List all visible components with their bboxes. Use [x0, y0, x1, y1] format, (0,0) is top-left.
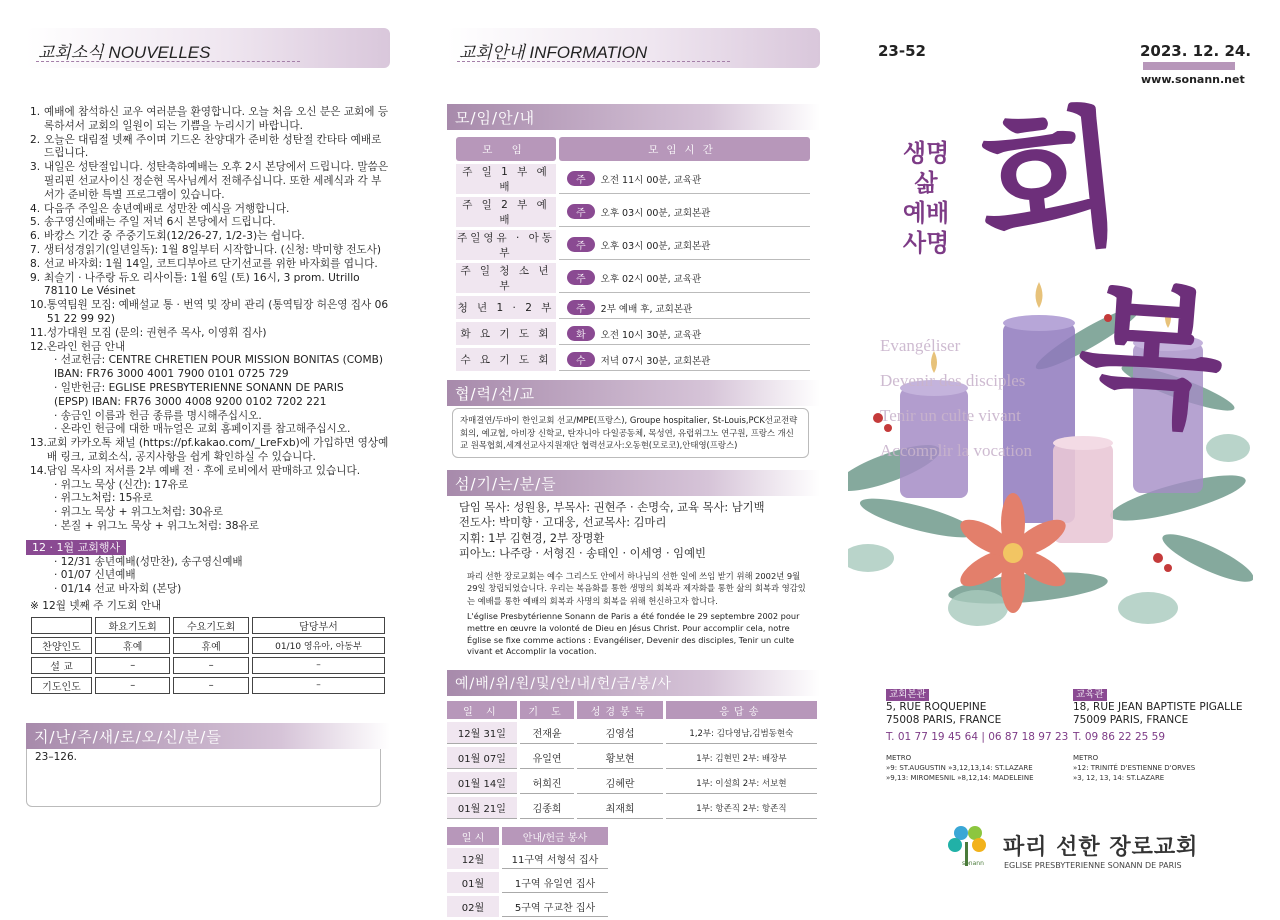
- news-item: [30, 258, 390, 272]
- meeting-time-cell: [559, 296, 810, 319]
- meeting-day-badge: 수: [567, 352, 595, 367]
- prayer-table-cell: 01/10 영유아, 아동부: [252, 637, 385, 654]
- table-row: [31, 657, 385, 674]
- service-col-header: 응답송: [666, 701, 817, 719]
- prayer-table-header: 담당부서: [252, 617, 385, 634]
- meeting-name: 수 요 기 도 회: [456, 348, 556, 371]
- news-item-text: 예배에 참석하신 교우 여러분을 환영합니다. 오늘 처음 오신 분은 교회에 등록하셔서 교회의 일원이 되는 기쁨을 누리시기 바랍니다.: [44, 106, 389, 132]
- news-item: [30, 327, 390, 341]
- service-cell: 1부: 김현민 2부: 배장부: [666, 747, 817, 769]
- meeting-day-badge: 주: [567, 300, 595, 315]
- mission-box: 자매결연/두바이 한인교회 선교/MPE(프랑스), Groupe hospitalier, St-Louis,PCK선교전략회의, 예교협, 아비장 신학교, 탄자니아 다일공동체, 목성연, 유럽위그노 연구원, 프랑스 개신교 원목협회,세계선교사지원재단 협력선교사:오동현(모로코),안태영(프랑스): [452, 408, 809, 458]
- news-item-number: 9.: [30, 271, 41, 284]
- event-line: · 01/07 신년예배: [54, 569, 136, 582]
- news-item: [30, 341, 390, 355]
- service-cell: 황보현: [577, 747, 662, 769]
- news-item: [30, 230, 390, 244]
- table-row: [456, 296, 810, 319]
- prayer-table-header: [31, 617, 92, 634]
- mission-header: 협/력/선/교: [447, 380, 820, 406]
- news-item: [30, 161, 390, 202]
- offering-line: (EPSP) IBAN: FR76 3000 4008 9200 0102 7202 221: [54, 395, 327, 408]
- table-row: [447, 872, 608, 893]
- issue-number: 23-52: [878, 42, 926, 60]
- intro-korean: 파리 선한 장로교회는 예수 그리스도 안에서 하나님의 선한 일에 쓰임 받기 위해 2002년 9월 29일 창립되었습니다. 우리는 복음화를 통한 생명의 회복과 제자화를 통한 삶의 회복과 영감있는 예배를 통한 예배의 회복과 사명의 회복을 위해 헌신하고자 합니다.: [467, 570, 806, 606]
- staff-line: 피아노: 나주랑 · 서형진 · 송태인 · 이세영 · 임예빈: [459, 547, 706, 560]
- news-item-number: 12.: [30, 340, 47, 353]
- meeting-time-cell: [559, 164, 810, 194]
- cover-column: [848, 28, 1253, 888]
- staff-list: [447, 496, 820, 566]
- service-cell: 1부: 이설희 2부: 서보현: [666, 772, 817, 794]
- table-row: [456, 230, 810, 260]
- motto-line: 생명: [902, 139, 950, 167]
- usher-col-header: 일 시: [447, 827, 499, 845]
- staff-line: 지휘: 1부 김현경, 2부 장명환: [459, 531, 605, 545]
- news-header: [26, 28, 390, 68]
- service-cell: 허희진: [520, 772, 575, 794]
- meeting-day-badge: 주: [567, 171, 595, 186]
- service-cell: 김영섭: [577, 722, 662, 744]
- service-col-header: 일 시: [447, 701, 517, 719]
- table-row: [456, 322, 810, 345]
- meeting-name: 주 일 청 소 년 부: [456, 263, 556, 293]
- news-item-text: 성가대원 모집 (문의: 권현주 목사, 이영휘 집사): [46, 326, 267, 339]
- meetings-col-time: 모임시간: [559, 137, 810, 161]
- news-item-text: 통역팀원 모집: 예배설교 통 · 번역 및 장비 관리 (통역팀장 허은영 집사 06 51 22 99 92): [46, 299, 389, 325]
- news-item-text: 생터성경읽기(일년일독): 1월 8일부터 시작합니다. (신청: 박미향 전도사): [44, 243, 382, 256]
- newcomers-header: 지/난/주/새/로/오/신/분/들: [26, 723, 390, 749]
- news-item: [30, 437, 390, 465]
- news-item-text: 선교 바자회: 1월 14일, 코트디부아르 단기선교를 위한 바자회를 엽니다.: [44, 257, 378, 270]
- staff-line: 전도사: 박미향 · 고대웅, 선교목사: 김마리: [459, 516, 667, 529]
- news-item-number: 3.: [30, 161, 41, 174]
- usher-table: [444, 824, 611, 920]
- offering-line: · 온라인 헌금에 대한 매뉴얼은 교회 홈페이지를 참고해주십시오.: [54, 423, 351, 436]
- prayer-table-cell: –: [95, 657, 170, 674]
- service-cell: 01월 21일: [447, 797, 517, 819]
- news-item: [30, 203, 390, 217]
- news-item: [30, 134, 390, 162]
- news-title: 교회소식 NOUVELLES: [38, 43, 211, 62]
- meeting-time: 오후 02시 00분, 교육관: [600, 274, 702, 285]
- news-column: [26, 28, 390, 807]
- prayer-table-cell: –: [95, 677, 170, 694]
- cover-title-char-2: 복: [1072, 265, 1229, 451]
- french-motto: [880, 328, 1032, 468]
- news-item-text: 다음주 주일은 송년예배로 성만찬 예식을 거행합니다.: [44, 202, 290, 215]
- news-item: [30, 216, 390, 230]
- meeting-name: 주 일 1 부 예 배: [456, 164, 556, 194]
- info-title: 교회안내 INFORMATION: [459, 43, 648, 62]
- service-cell: 1,2부: 김다영남,김범동현숙: [666, 722, 817, 744]
- prayer-note: ※ 12월 넷째 주 기도회 안내: [30, 599, 162, 612]
- motto: [886, 138, 966, 258]
- usher-cell: 1구역 유일연 집사: [502, 872, 608, 893]
- prayer-table-cell: 기도인도: [31, 677, 92, 694]
- book-line: · 본질 + 위그노 묵상 + 위그노처럼: 38유로: [54, 519, 260, 532]
- usher-col-header: 안내/헌금 봉사: [502, 827, 608, 845]
- news-item-number: 5.: [30, 216, 41, 229]
- service-cell: 유일연: [520, 747, 575, 769]
- news-item-number: 8.: [30, 257, 41, 270]
- meeting-day-badge: 주: [567, 204, 595, 219]
- meetings-table: [453, 134, 813, 374]
- newcomers-box: 23–126.: [26, 749, 381, 807]
- news-item-number: 7.: [30, 243, 41, 256]
- news-item-text: 내일은 성탄절입니다. 성탄축하예배는 오후 2시 본당에서 드립니다. 말씀은 필리핀 선교사이신 정순현 목사님께서 전해주십니다. 또한 세례식과 각 부서가 준비한 특별 프로그램이 있습니다.: [44, 161, 389, 201]
- issue-date: 2023. 12. 24.: [1140, 42, 1252, 60]
- table-row: [447, 797, 817, 819]
- usher-cell: 01월: [447, 872, 499, 893]
- offering-line: · 송금인 이름과 헌금 종류를 명시해주십시오.: [54, 409, 262, 422]
- news-item: [30, 465, 390, 479]
- news-item-number: 2.: [30, 133, 41, 146]
- news-item: [30, 106, 390, 134]
- news-item-number: 13.: [30, 437, 47, 450]
- service-cell: 01월 07일: [447, 747, 517, 769]
- news-list: [26, 106, 390, 614]
- motto-line: 삶: [914, 169, 938, 197]
- table-row: [456, 263, 810, 293]
- meeting-time: 오전 11시 00분, 교육관: [600, 175, 702, 186]
- meeting-name: 청 년 1 · 2 부: [456, 296, 556, 319]
- news-item-number: 10.: [30, 299, 47, 312]
- prayer-table-header: 화요기도회: [95, 617, 170, 634]
- news-item-number: 11.: [30, 326, 47, 339]
- offering-line: · 선교헌금: CENTRE CHRETIEN POUR MISSION BONITAS (COMB): [54, 354, 384, 367]
- prayer-table-cell: –: [252, 677, 385, 694]
- book-line: · 위그노 묵상 + 위그노처럼: 30유로: [54, 506, 223, 519]
- meetings-col-name: 모 임: [456, 137, 556, 161]
- motto-line: 예배: [902, 199, 950, 227]
- service-header: 예/배/위/원/및/안/내/헌/금/봉/사: [447, 670, 820, 696]
- news-item-text: 담임 목사의 저서를 2부 예배 전 · 후에 로비에서 판매하고 있습니다.: [46, 464, 361, 477]
- service-cell: 전재윤: [520, 722, 575, 744]
- prayer-table-cell: 설 교: [31, 657, 92, 674]
- prayer-table-cell: –: [252, 657, 385, 674]
- table-row: [456, 164, 810, 194]
- news-item-text: 송구영신예배는 주일 저녁 6시 본당에서 드립니다.: [44, 216, 276, 229]
- service-col-header: 성경봉독: [577, 701, 662, 719]
- french-motto-line: Accomplir la vocation: [880, 441, 1033, 460]
- meetings-header: 모/임/안/내: [447, 104, 820, 130]
- cover-title-char-1: 회: [969, 88, 1132, 279]
- meeting-time-cell: [559, 263, 810, 293]
- website: www.sonann.net: [1141, 73, 1245, 86]
- meeting-time-cell: [559, 197, 810, 227]
- table-row: [447, 747, 817, 769]
- news-item-text: 온라인 헌금 안내: [46, 340, 126, 353]
- meeting-name: 주일영유 · 아동부: [457, 232, 555, 259]
- service-cell: 12월 31일: [447, 722, 517, 744]
- table-row: [447, 896, 608, 917]
- usher-cell: 5구역 구교찬 집사: [502, 896, 608, 917]
- news-item: [30, 299, 390, 327]
- meeting-time: 오후 03시 00분, 교회본관: [600, 208, 711, 219]
- church-name-french: EGLISE PRESBYTERIENNE SONANN DE PARIS: [1004, 861, 1182, 870]
- meeting-time-cell: [559, 348, 810, 371]
- prayer-table-cell: –: [173, 657, 248, 674]
- info-column: [447, 28, 820, 920]
- table-row: [456, 197, 810, 227]
- meeting-day-badge: 주: [567, 237, 595, 252]
- service-table: [444, 698, 820, 822]
- prayer-table-cell: 휴예: [95, 637, 170, 654]
- french-motto-line: Evangéliser: [880, 336, 961, 355]
- table-row: [447, 848, 608, 869]
- usher-cell: 12월: [447, 848, 499, 869]
- french-motto-line: Devenir des disciples: [880, 371, 1026, 390]
- meeting-time-cell: [559, 322, 810, 345]
- service-cell: 최재희: [577, 797, 662, 819]
- staff-line: 담임 목사: 성원용, 부목사: 권현주 · 손명숙, 교육 목사: 남기백: [459, 500, 765, 514]
- news-item-number: 14.: [30, 464, 47, 477]
- news-item-text: 교회 카카오톡 채널 (https://pf.kakao.com/_LreFxb)에 가입하면 영상예배 링크, 교회소식, 공지사항을 쉽게 확인하실 수 있습니다.: [46, 437, 389, 463]
- offering-line: IBAN: FR76 3000 4001 7900 0101 0725 729: [54, 368, 289, 381]
- event-line: · 12/31 송년예배(성만찬), 송구영신예배: [54, 555, 243, 568]
- news-item-text: 오늘은 대림절 넷째 주이며 기드온 찬양대가 준비한 성탄절 칸타타 예배로 드립니다.: [44, 133, 382, 160]
- meeting-time: 2부 예배 후, 교회본관: [600, 303, 693, 315]
- prayer-table-cell: 휴예: [173, 637, 248, 654]
- meeting-time-cell: [559, 230, 810, 260]
- news-item-text: 최슬기 · 나주랑 듀오 리사이틀: 1월 6일 (토) 16시, 3 prom. Utrillo 78110 Le Vésinet: [44, 271, 360, 298]
- prayer-table-header: 수요기도회: [173, 617, 248, 634]
- table-row: [447, 772, 817, 794]
- service-cell: 1부: 항존직 2부: 항존직: [666, 797, 817, 819]
- address-education: 교육관 18, RUE JEAN BAPTISTE PIGALLE 75009 PARIS, FRANCE T. 09 86 22 25 59 METRO »12: TRINITÉ D'ESTIENNE D'ORVES »3, 12, 13, 14: ST.LAZARE: [1073, 689, 1243, 782]
- info-header: [447, 28, 820, 68]
- meeting-time: 저녁 07시 30분, 교회본관: [600, 355, 711, 367]
- book-line: · 위그노 묵상 (신간): 17유로: [54, 478, 189, 491]
- prayer-table: [28, 614, 388, 697]
- meeting-time: 오전 10시 30분, 교육관: [600, 329, 702, 341]
- service-cell: 01월 14일: [447, 772, 517, 794]
- meeting-day-badge: 주: [567, 270, 595, 285]
- table-row: [447, 722, 817, 744]
- offering-line: · 일반헌금: EGLISE PRESBYTERIENNE SONANN DE PARIS: [54, 381, 344, 394]
- news-item-number: 4.: [30, 202, 41, 215]
- news-item-number: 6.: [30, 230, 41, 243]
- event-line: · 01/14 선교 바자회 (본당): [54, 583, 182, 596]
- french-motto-line: Tenir un culte vivant: [880, 406, 1021, 425]
- meeting-name: 화 요 기 도 회: [456, 322, 556, 345]
- service-cell: 김종희: [520, 797, 575, 819]
- usher-cell: 02월: [447, 896, 499, 917]
- events-tag: 12 · 1월 교회행사: [26, 537, 390, 556]
- motto-line: 사명: [902, 229, 950, 257]
- prayer-table-cell: –: [173, 677, 248, 694]
- church-logo: sonann: [946, 824, 992, 870]
- intro-french: L'église Presbytérienne Sonann de Paris a été fondée le 29 septembre 2002 pour mettre en œuvre la volonté de Dieu en Jésus Christ. Pour accomplir cela, notre Église se fixe comme actions : Evangéliser, Devenir des disciples, Tenir un culte vivant et Accomplir la vocation.: [467, 611, 800, 657]
- service-cell: 김혜란: [577, 772, 662, 794]
- news-item: [30, 272, 390, 300]
- address-main: 교회본관 5, RUE ROQUEPINE 75008 PARIS, FRANCE T. 01 77 19 45 64 | 06 87 18 97 23 METRO »9: ST.AUGUSTIN »3,12,13,14: ST.LAZARE »9,13: MIROMESNIL »8,12,14: MADELEINE: [886, 689, 1069, 782]
- table-row: [456, 348, 810, 371]
- meeting-time: 오후 03시 00분, 교회본관: [600, 241, 711, 252]
- news-item: [30, 244, 390, 258]
- staff-header: 섬/기/는/분/들: [447, 470, 820, 496]
- book-line: · 위그노처럼: 15유로: [54, 492, 153, 505]
- meeting-name: 주 일 2 부 예 배: [456, 197, 556, 227]
- table-row: [31, 637, 385, 654]
- table-row: [31, 677, 385, 694]
- church-name-korean: 파리 선한 장로교회: [1003, 835, 1199, 860]
- usher-cell: 11구역 서형석 집사: [502, 848, 608, 869]
- service-col-header: 기 도: [520, 701, 575, 719]
- meeting-day-badge: 화: [567, 326, 595, 341]
- prayer-table-cell: 찬양인도: [31, 637, 92, 654]
- news-item-number: 1.: [30, 106, 41, 118]
- news-item-text: 바캉스 기간 중 주중기도회(12/26-27, 1/2-3)는 쉽니다.: [44, 230, 305, 243]
